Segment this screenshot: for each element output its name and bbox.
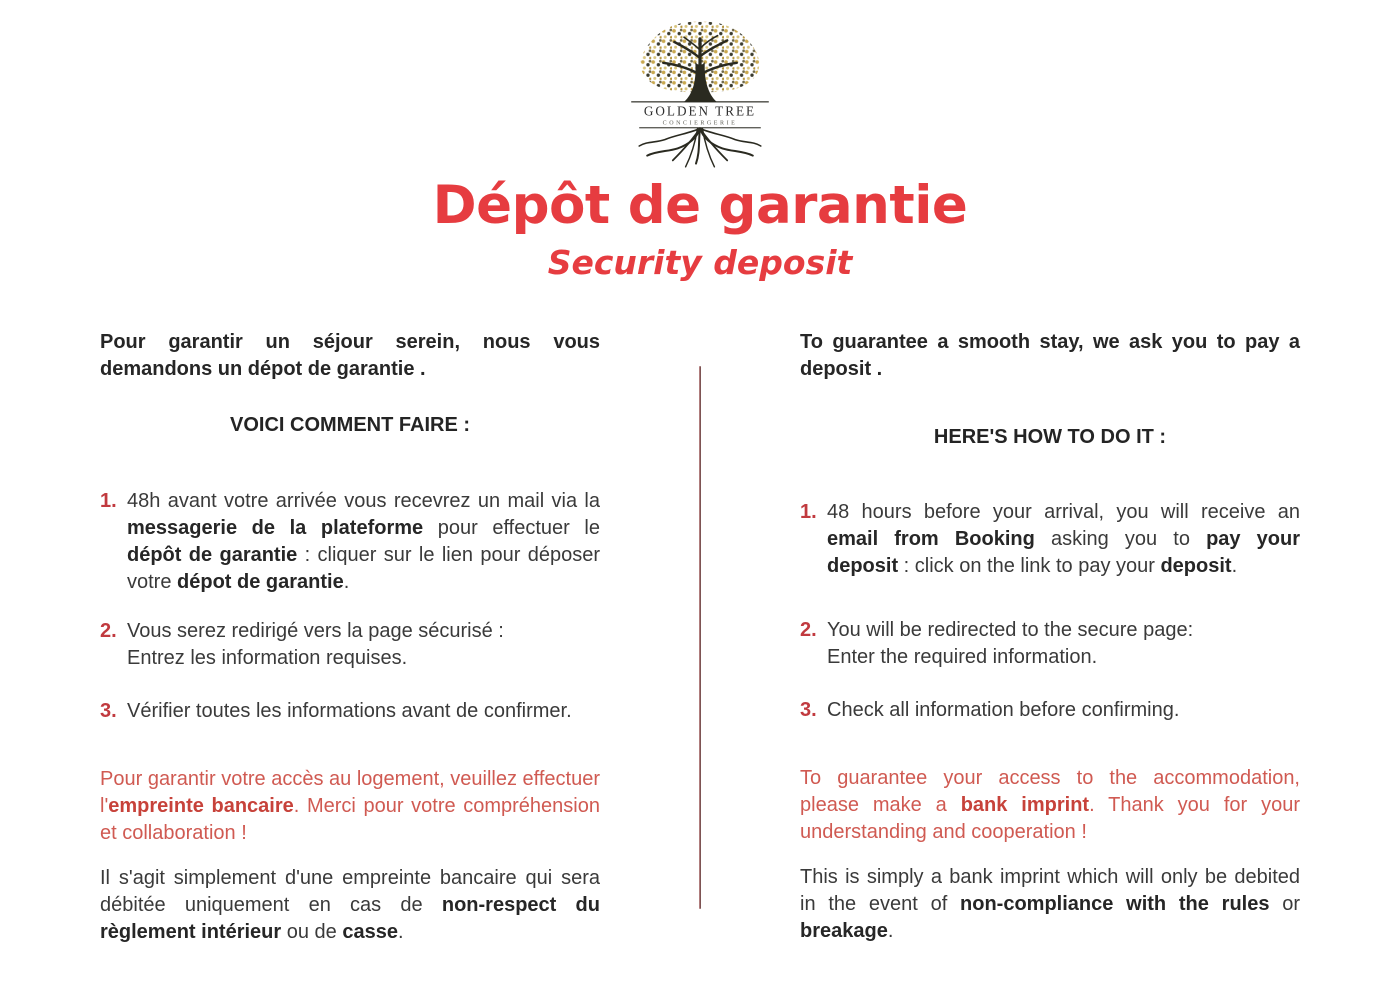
golden-tree-logo-icon bbox=[620, 18, 780, 170]
step-text: Check all information before confirming. bbox=[827, 698, 1180, 721]
howto-heading-en: HERE'S HOW TO DO IT : bbox=[933, 425, 1167, 448]
step-text: You will be redirected to the secure page: Enter the required information. bbox=[827, 618, 1194, 668]
notice-paragraph-en: To guarantee your access to the accommodation, please make a bank imprint. Thank you for your understanding and cooperation ! bbox=[800, 766, 1300, 843]
english-column bbox=[800, 329, 1300, 949]
step-item-en-2 bbox=[800, 617, 1300, 671]
brand-logo bbox=[620, 18, 780, 170]
logo-subbrand-text: CONCIERGERIE bbox=[662, 120, 738, 127]
step-number: 1. bbox=[100, 489, 117, 512]
step-text: Vérifier toutes les informations avant de confirmer. bbox=[127, 699, 572, 722]
closing-paragraph-fr: Il s'agit simplement d'une empreinte bancaire qui sera débitée uniquement en cas de non-respect du règlement intérieur ou de casse. bbox=[100, 866, 600, 943]
column-divider bbox=[699, 366, 701, 909]
content-columns bbox=[0, 329, 1400, 949]
intro-paragraph-en: To guarantee a smooth stay, we ask you to pay a deposit . bbox=[800, 330, 1300, 380]
intro-paragraph-fr: Pour garantir un séjour serein, nous vous demandons un dépot de garantie . bbox=[100, 330, 600, 380]
step-item-en-3 bbox=[800, 697, 1300, 724]
step-text: 48 hours before your arrival, you will receive an email from Booking asking you to pay your deposit : click on the link to pay your deposit. bbox=[827, 500, 1300, 577]
step-number: 1. bbox=[800, 500, 817, 523]
steps-list-en bbox=[800, 499, 1300, 724]
notice-paragraph-fr: Pour garantir votre accès au logement, veuillez effectuer l'empreinte bancaire. Merci pour votre compréhension et collaboration ! bbox=[100, 767, 600, 844]
step-number: 3. bbox=[800, 698, 817, 721]
steps-list-fr bbox=[100, 488, 600, 725]
page bbox=[0, 18, 1400, 1007]
closing-paragraph-en: This is simply a bank imprint which will only be debited in the event of non-compliance with the rules or breakage. bbox=[800, 865, 1301, 942]
logo-brand-text: GOLDEN TREE bbox=[643, 103, 757, 119]
french-column bbox=[100, 329, 600, 949]
page-title: Dépôt de garantie bbox=[432, 175, 968, 236]
step-item-en-1 bbox=[800, 499, 1300, 580]
tree-roots bbox=[639, 128, 761, 166]
step-item-fr-3 bbox=[100, 698, 600, 725]
step-item-fr-1 bbox=[100, 488, 600, 596]
howto-heading-fr: VOICI COMMENT FAIRE : bbox=[230, 413, 470, 436]
step-item-fr-2 bbox=[100, 618, 600, 672]
step-number: 2. bbox=[800, 618, 817, 641]
header bbox=[0, 18, 1400, 282]
step-number: 3. bbox=[100, 699, 117, 722]
step-number: 2. bbox=[100, 619, 117, 642]
step-text: 48h avant votre arrivée vous recevrez un mail via la messagerie de la plateforme pour effectuer le dépôt de garantie : cliquer sur le lien pour déposer votre dépot de garantie. bbox=[127, 489, 600, 593]
page-subtitle: Security deposit bbox=[547, 242, 853, 282]
step-text: Vous serez redirigé vers la page sécurisé : Entrez les information requises. bbox=[127, 619, 504, 669]
